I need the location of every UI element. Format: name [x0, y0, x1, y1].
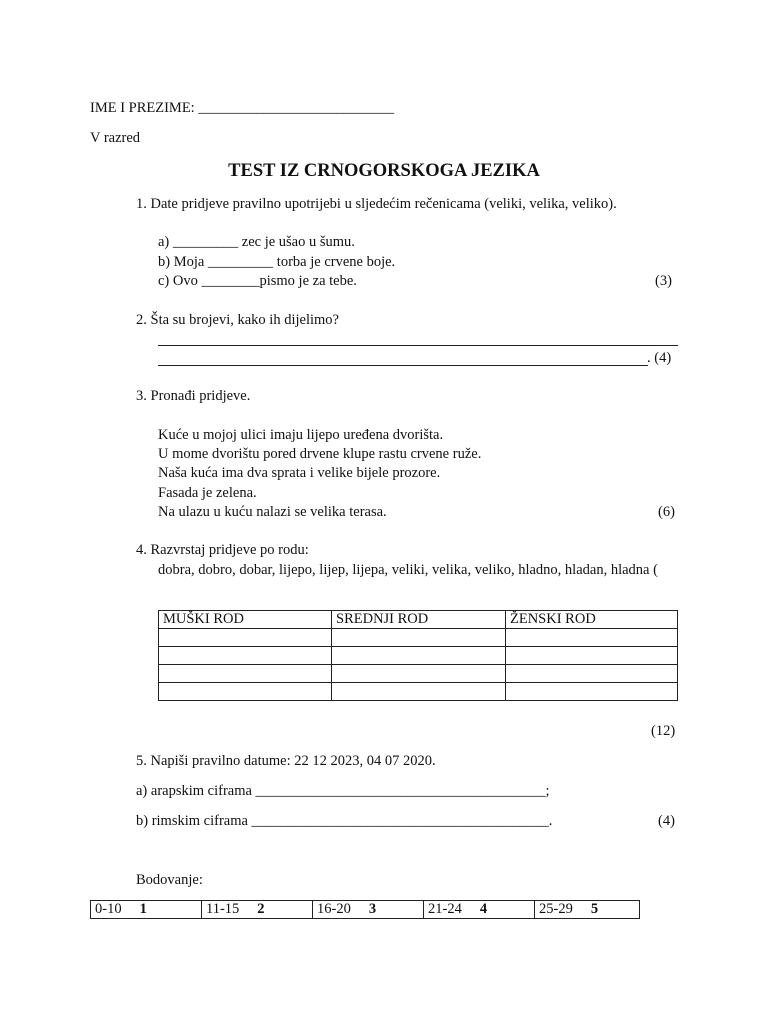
grade-cell [313, 901, 424, 919]
grade-value: 1 [139, 901, 147, 917]
table-header-row [159, 611, 678, 629]
answer-cell[interactable] [506, 683, 678, 701]
question-2-points: . (4) [647, 350, 672, 366]
grade-range: 16-20 [317, 901, 351, 917]
question-3-line: Fasada je zelena. [158, 485, 257, 501]
answer-line[interactable] [158, 365, 648, 366]
question-5-item-a: a) arapskim ciframa ________________________________________; [136, 783, 550, 799]
answer-cell[interactable] [159, 647, 332, 665]
question-5-prompt: 5. Napiši pravilno datume: 22 12 2023, 04 07 2020. [136, 753, 436, 769]
table-row [159, 629, 678, 647]
question-3-line: U mome dvorištu pored drvene klupe rastu crvene ruže. [158, 446, 482, 462]
question-3-line: Na ulazu u kuću nalazi se velika terasa. [158, 504, 387, 520]
question-1-item-b: b) Moja _________ torba je crvene boje. [158, 254, 396, 270]
grading-table [90, 900, 640, 919]
question-2-prompt: 2. Šta su brojevi, kako ih dijelimo? [136, 312, 339, 328]
grade-cell [535, 901, 640, 919]
grade-value: 3 [368, 901, 377, 917]
header-female: ŽENSKI ROD [506, 611, 678, 629]
answer-cell[interactable] [506, 629, 678, 647]
question-1-points: (3) [655, 273, 672, 289]
grade-cell [202, 901, 313, 919]
grade-value: 2 [257, 901, 265, 917]
answer-cell[interactable] [159, 683, 332, 701]
question-4-prompt: 4. Razvrstaj pridjeve po rodu: [136, 542, 309, 558]
question-4-points: (12) [651, 723, 676, 739]
answer-cell[interactable] [332, 665, 506, 683]
grade-cell [91, 901, 202, 919]
table-row [91, 901, 640, 919]
grade-range: 25-29 [539, 901, 573, 917]
grade-value: 5 [590, 901, 599, 917]
answer-cell[interactable] [332, 683, 506, 701]
grading-label: Bodovanje: [136, 872, 203, 888]
answer-cell[interactable] [506, 647, 678, 665]
question-3-line: Naša kuća ima dva sprata i velike bijele prozore. [158, 465, 441, 481]
grade-value: 4 [479, 901, 488, 917]
page-title: TEST IZ CRNOGORSKOGA JEZIKA [228, 161, 540, 181]
answer-cell[interactable] [332, 647, 506, 665]
grade-range: 21-24 [428, 901, 462, 917]
answer-cell[interactable] [506, 665, 678, 683]
table-row [159, 665, 678, 683]
grade-cell [424, 901, 535, 919]
header-neuter: SREDNJI ROD [332, 611, 506, 629]
question-3-points: (6) [658, 504, 675, 520]
grade-range: 11-15 [206, 901, 240, 917]
table-row [159, 683, 678, 701]
answer-cell[interactable] [332, 629, 506, 647]
table-row [159, 647, 678, 665]
class-label: V razred [90, 130, 141, 146]
header-male: MUŠKI ROD [159, 611, 332, 629]
question-1-item-a: a) _________ zec je ušao u šumu. [158, 234, 355, 250]
grade-range: 0-10 [95, 901, 122, 917]
question-5-item-b: b) rimskim ciframa _________________________________________. [136, 813, 553, 829]
gender-table [158, 610, 678, 701]
question-1-item-c: c) Ovo ________pismo je za tebe. [158, 273, 357, 289]
name-field-label: IME I PREZIME: ___________________________ [90, 100, 395, 116]
question-4-words: dobra, dobro, dobar, lijepo, lijep, lijepa, veliki, velika, veliko, hladno, hladan, hladna ( [158, 562, 658, 578]
answer-line[interactable] [158, 345, 678, 346]
answer-cell[interactable] [159, 665, 332, 683]
question-3-line: Kuće u mojoj ulici imaju lijepo uređena dvorišta. [158, 427, 444, 443]
question-1-prompt: 1. Date pridjeve pravilno upotrijebi u sljedećim rečenicama (veliki, velika, veliko). [136, 196, 617, 212]
question-3-prompt: 3. Pronađi pridjeve. [136, 388, 251, 404]
question-5-points: (4) [658, 813, 675, 829]
answer-cell[interactable] [159, 629, 332, 647]
